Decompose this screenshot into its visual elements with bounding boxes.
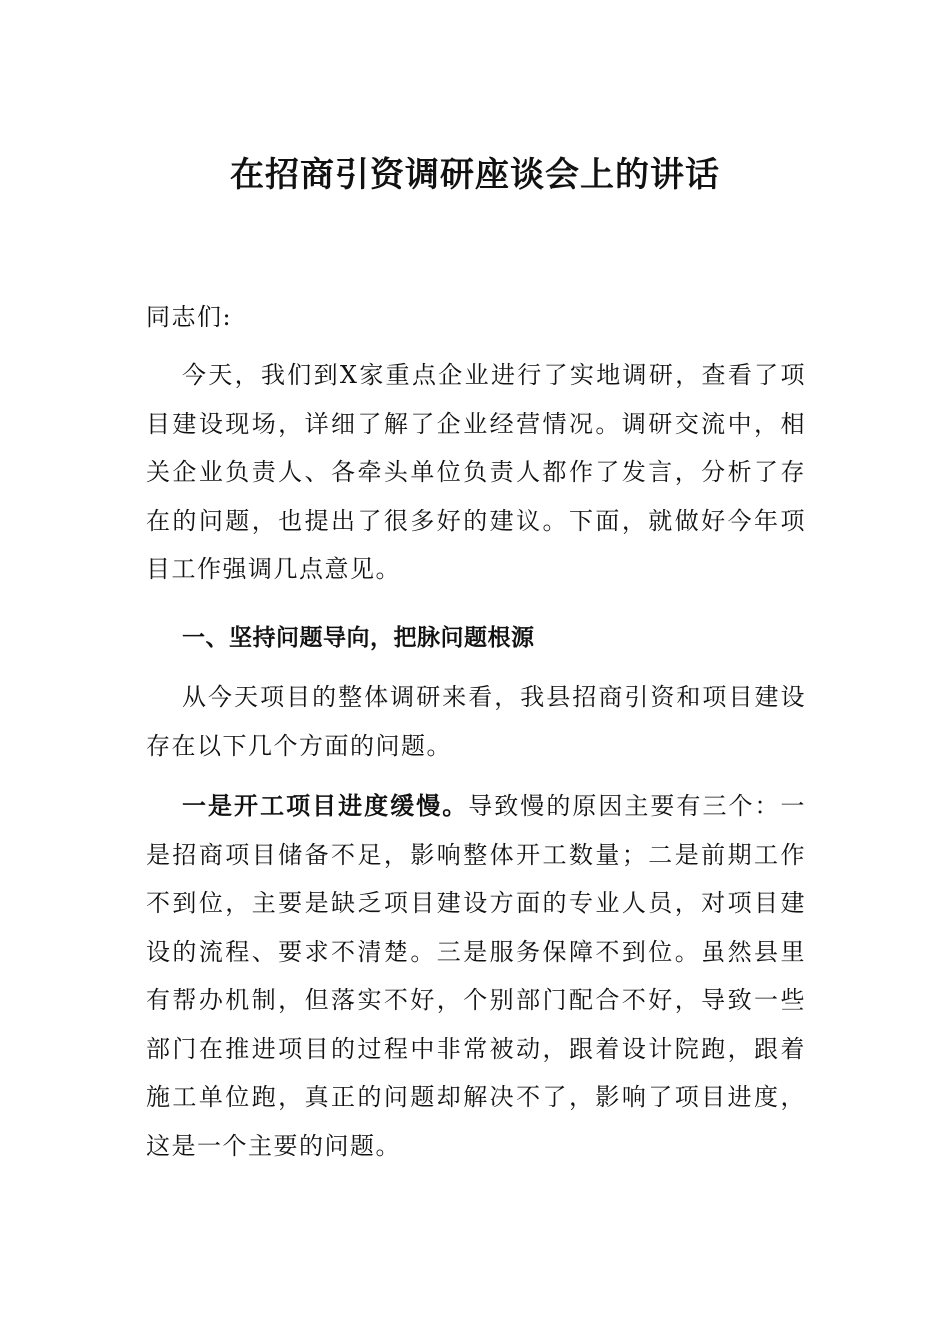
document-title: 在招商引资调研座谈会上的讲话 bbox=[230, 155, 720, 195]
section-heading-1: 一、坚持问题导向，把脉问题根源 bbox=[182, 625, 535, 651]
paragraph-body-text: 导致慢的原因主要有三个：一是招商项目储备不足，影响整体开工数量；二是前期工作不到位，主要是缺乏项目建设方面的专业人员，对项目建设的流程、要求不清楚。三是服务保障不到位。虽然县里有帮办机制，但落实不好，个别部门配合不好，导致一些部门在推进项目的过程中非常被动，跟着设计院跑，跟着施工单位跑，真正的问题却解决不了，影响了项目进度，这是一个主要的问题。 bbox=[146, 792, 807, 1160]
paragraph-intro: 今天，我们到X家重点企业进行了实地调研，查看了项目建设现场，详细了解了企业经营情况。调研交流中，相关企业负责人、各牵头单位负责人都作了发言，分析了存在的问题，也提出了很多好的建议。下面，就做好今年项目工作强调几点意见。 bbox=[146, 361, 806, 583]
paragraph-problem-1 bbox=[146, 782, 806, 1170]
salutation: 同志们: bbox=[146, 303, 233, 331]
paragraph-problems-intro: 从今天项目的整体调研来看，我县招商引资和项目建设存在以下几个方面的问题。 bbox=[146, 683, 806, 760]
paragraph-lead-phrase: 一是开工项目进度缓慢。 bbox=[182, 791, 469, 820]
